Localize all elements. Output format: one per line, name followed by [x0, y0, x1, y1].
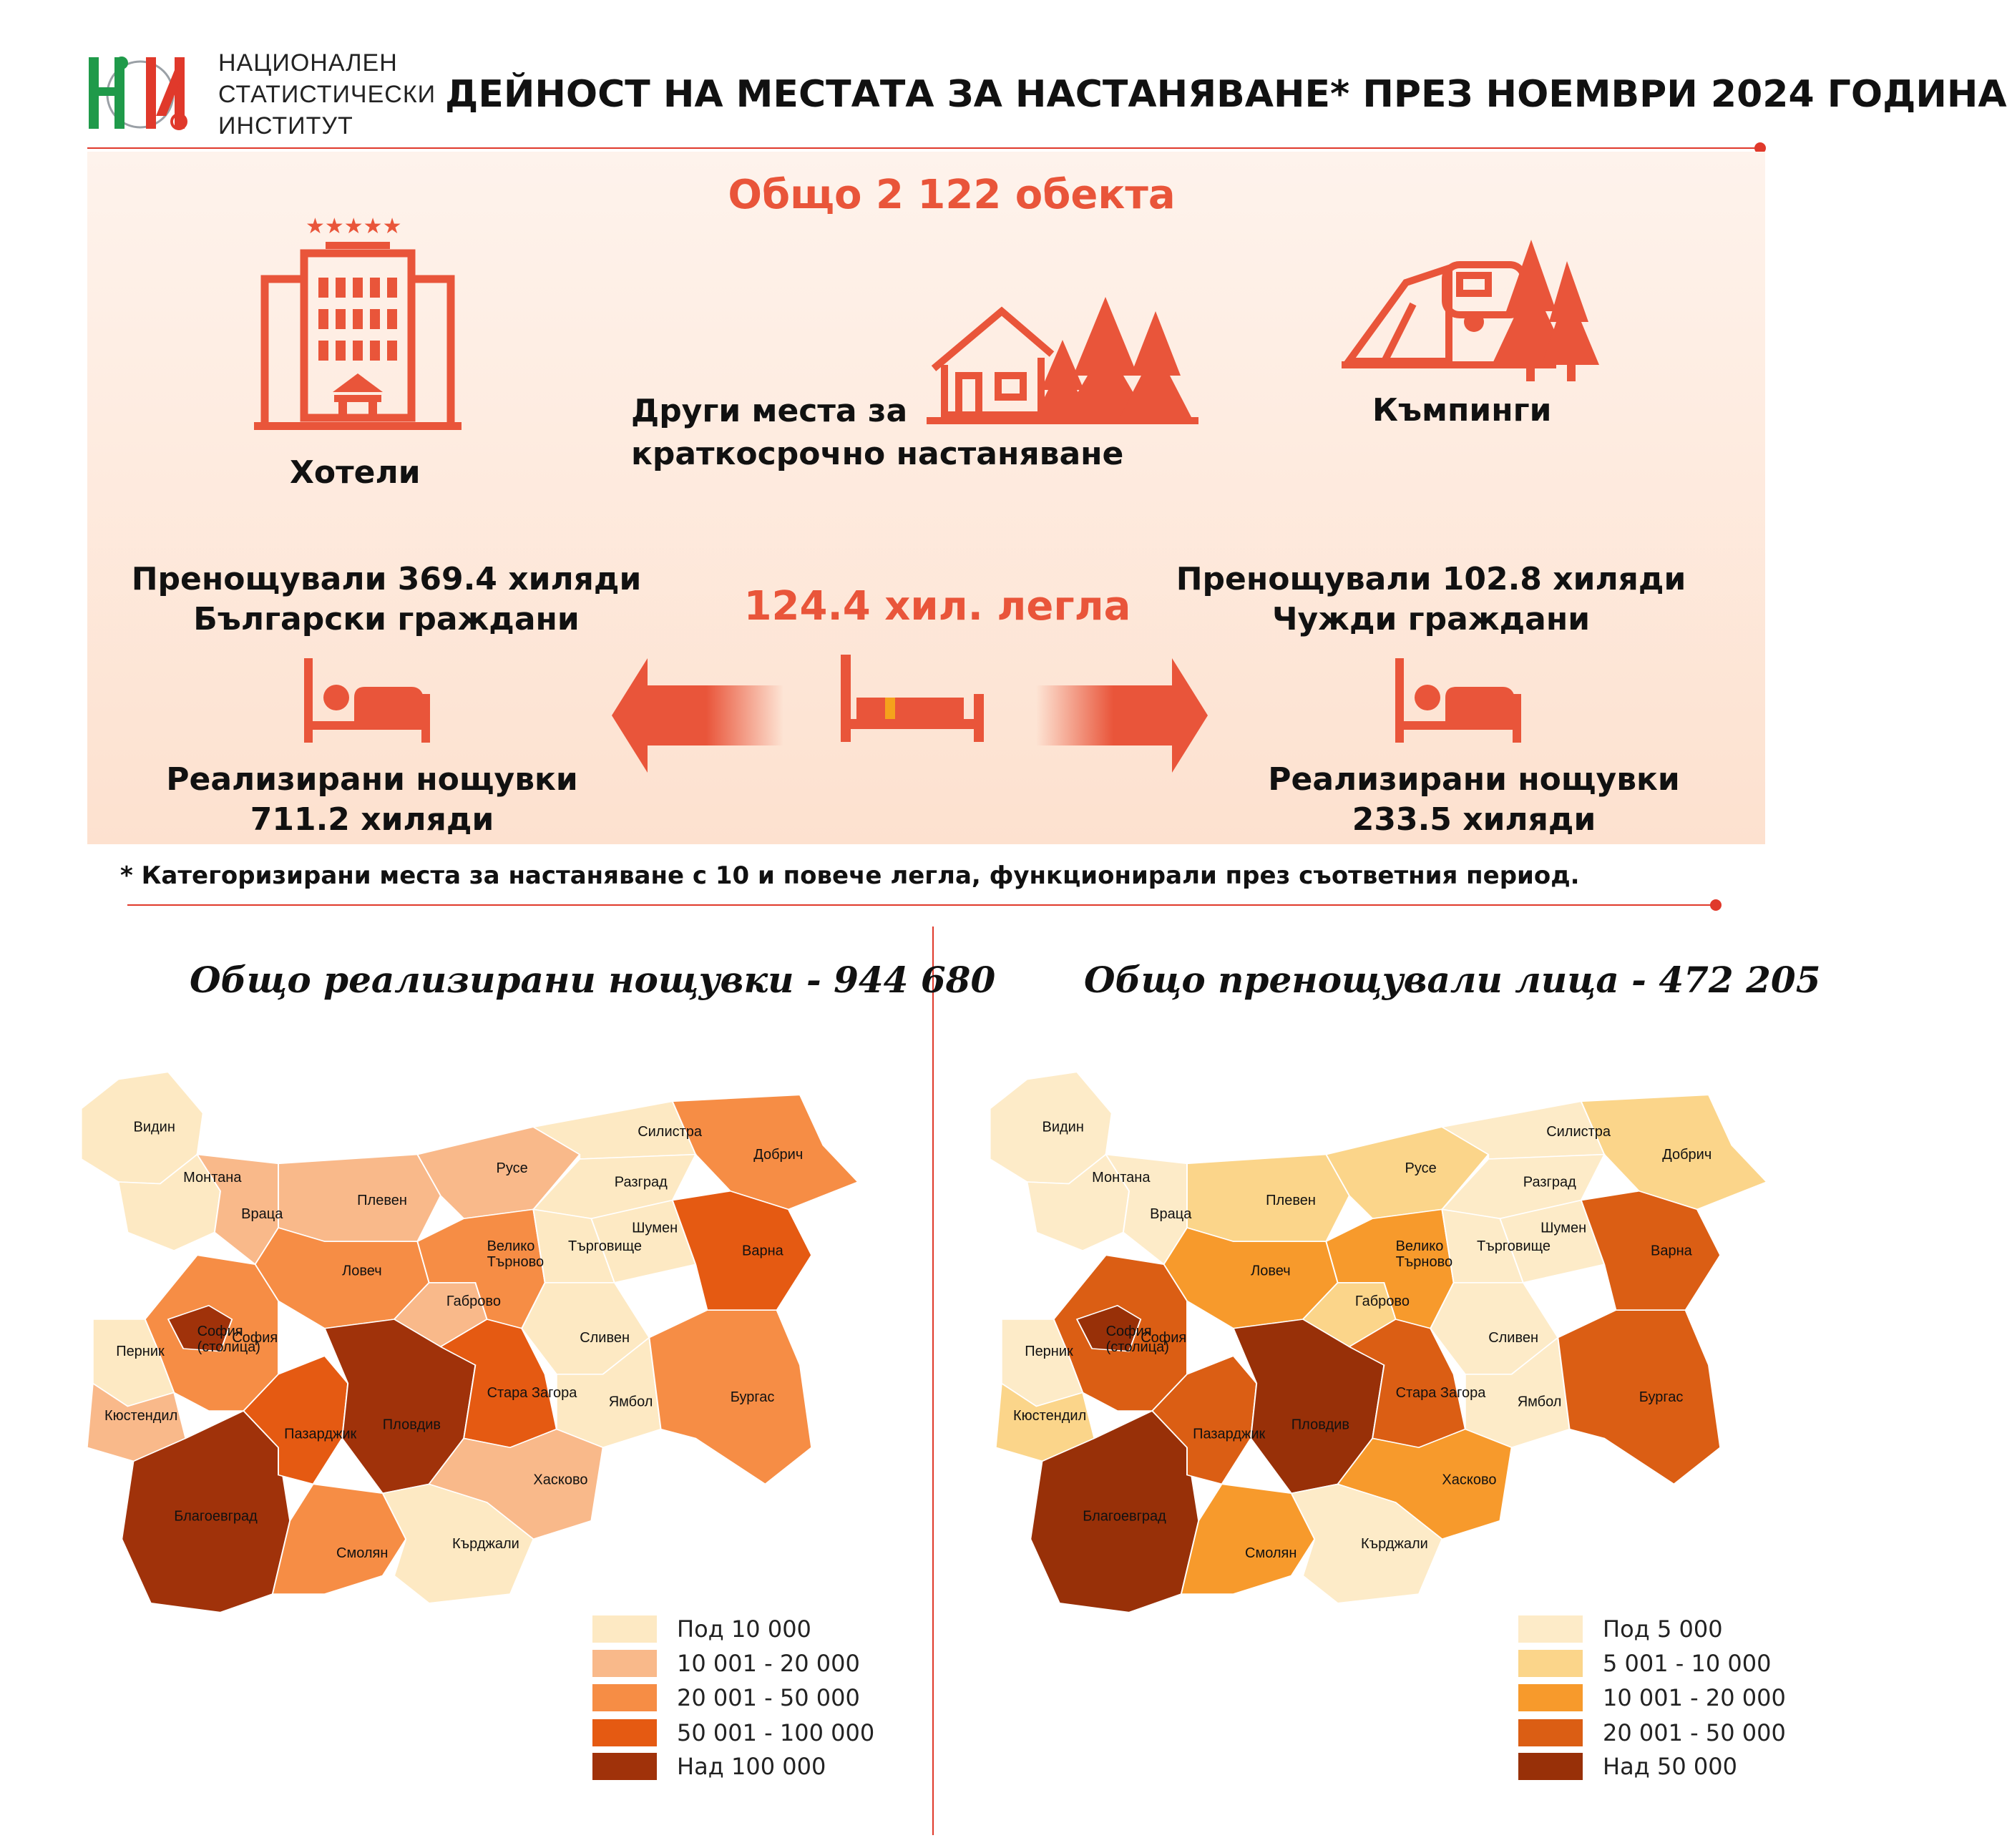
region-label: Габрово — [1354, 1293, 1410, 1309]
region-label: Перник — [1025, 1344, 1073, 1360]
foreign-line-2: Чужди граждани — [1271, 601, 1591, 637]
region-label: Силистра — [1546, 1124, 1611, 1140]
region-label: Сливен — [1488, 1330, 1539, 1346]
region-label: Русе — [496, 1160, 528, 1177]
region-label: Сливен — [580, 1330, 630, 1346]
other-places-line-2: краткосрочно настаняване — [631, 436, 1124, 472]
region-label: Силистра — [638, 1124, 703, 1140]
bed-icon-right — [1395, 658, 1524, 747]
legend-swatch — [592, 1684, 657, 1711]
nsi-logo — [84, 50, 199, 136]
map-title-guests: Общо пренощували лица - 472 205 — [1084, 959, 1821, 1001]
legend-swatch — [592, 1719, 657, 1746]
arrow-left-icon — [612, 658, 783, 776]
hotel-icon — [254, 215, 462, 432]
region-label: София — [232, 1330, 278, 1346]
region-label: Габрово — [446, 1293, 501, 1309]
region-label: Ловеч — [342, 1263, 382, 1279]
page-title: ДЕЙНОСТ НА МЕСТАТА ЗА НАСТАНЯВАНЕ* ПРЕЗ НОЕМВРИ 2024 ГОДИНА — [445, 73, 2007, 116]
logo-line-1: НАЦИОНАЛЕН — [218, 49, 398, 77]
legend-label: Над 100 000 — [677, 1753, 826, 1780]
camping-icon — [1342, 225, 1599, 386]
region-label: Монтана — [1092, 1170, 1151, 1185]
nights-bulgarian — [114, 760, 630, 840]
legend-label: Над 50 000 — [1603, 1753, 1737, 1780]
region-label: Добрич — [1662, 1147, 1712, 1163]
arrow-right-icon — [1036, 658, 1208, 776]
map-guests — [952, 1045, 1796, 1617]
header-rule — [87, 147, 1760, 149]
other-places-line-1: Други места за — [631, 393, 908, 429]
region-label: София — [197, 1324, 243, 1340]
region-label: Кюстендил — [104, 1407, 178, 1424]
region-label: Шумен — [632, 1220, 678, 1236]
region-label: Кърджали — [452, 1536, 519, 1552]
legend-label: Под 5 000 — [1603, 1615, 1723, 1643]
region-label: Велико — [487, 1238, 535, 1254]
region-label: Варна — [742, 1243, 783, 1259]
total-objects: Общо 2 122 обекта — [728, 172, 1176, 218]
region-label: Варна — [1651, 1243, 1692, 1259]
region-label: Видин — [1042, 1119, 1084, 1135]
region-label: Пловдив — [382, 1417, 441, 1433]
nights-foreign-value: 233.5 — [1352, 801, 1452, 838]
footnote-rule — [127, 904, 1714, 906]
region-label: София — [1105, 1324, 1152, 1340]
region-label: Бургас — [730, 1389, 775, 1406]
legend-swatch — [1518, 1615, 1583, 1643]
region-label: Разград — [1523, 1174, 1576, 1191]
legend-label: Под 10 000 — [677, 1615, 811, 1643]
region-label: Хасково — [533, 1472, 588, 1488]
map-nights — [43, 1045, 887, 1617]
region-label: Перник — [116, 1344, 165, 1360]
legend-label: 5 001 - 10 000 — [1603, 1650, 1772, 1677]
region-label: Шумен — [1540, 1220, 1587, 1236]
region-label: Благоевград — [174, 1508, 258, 1525]
region-label: Велико — [1395, 1238, 1444, 1254]
region-label: Бургас — [1639, 1389, 1684, 1406]
campings-label: Къмпинги — [1372, 392, 1552, 429]
nights-foreign-suffix: хиляди — [1451, 801, 1596, 838]
bulgarian-value: 369.4 — [397, 561, 497, 597]
region-label: Плевен — [357, 1193, 407, 1208]
region-label: Търговище — [568, 1238, 642, 1254]
other-places-label — [631, 390, 1123, 476]
region-label: Видин — [133, 1119, 175, 1135]
foreign-value: 102.8 — [1442, 561, 1542, 597]
region-label: Хасково — [1442, 1472, 1497, 1488]
legend-swatch — [1518, 1650, 1583, 1677]
region-label: Стара Загора — [487, 1384, 577, 1401]
region-label: Ямбол — [1517, 1394, 1562, 1410]
region-label: Ямбол — [608, 1394, 653, 1410]
legend-swatch — [592, 1753, 657, 1780]
beds-total: 124.4 хил. легла — [743, 583, 1131, 630]
region-label: Монтана — [183, 1170, 242, 1185]
legend-swatch — [592, 1650, 657, 1677]
nights-bg-suffix: хиляди — [349, 801, 494, 838]
legend-swatch — [1518, 1753, 1583, 1780]
region-label: (столица) — [197, 1339, 260, 1356]
region-label: Смолян — [1245, 1545, 1297, 1561]
footnote-rule-dot — [1710, 899, 1722, 911]
logo-line-2: СТАТИСТИЧЕСКИ — [218, 81, 436, 108]
legend-swatch — [1518, 1719, 1583, 1746]
region-label: Смолян — [336, 1545, 389, 1561]
region-label: Враца — [241, 1206, 283, 1223]
logo-line-3: ИНСТИТУТ — [218, 112, 353, 140]
region-label: София — [1141, 1330, 1187, 1346]
nights-bg-line-1: Реализирани нощувки — [166, 761, 578, 798]
foreign-prefix: Пренощували — [1176, 561, 1442, 597]
bed-icon-center — [841, 655, 984, 747]
region-label: Пазарджик — [1193, 1426, 1266, 1442]
hotels-label: Хотели — [290, 454, 421, 491]
svg-text:★★★★★: ★★★★★ — [306, 214, 402, 239]
bed-icon-left — [304, 658, 433, 747]
bulgarian-guests — [129, 559, 644, 640]
region-label: Благоевград — [1083, 1508, 1166, 1525]
legend-nights — [592, 1615, 893, 1787]
legend-label: 50 001 - 100 000 — [677, 1719, 875, 1746]
region-label: Русе — [1405, 1160, 1437, 1177]
nights-foreign-line-1: Реализирани нощувки — [1268, 761, 1680, 798]
bulgarian-prefix: Пренощували — [131, 561, 398, 597]
foreign-guests — [1173, 559, 1689, 640]
region-label: Плевен — [1266, 1193, 1316, 1208]
legend-label: 20 001 - 50 000 — [1603, 1719, 1786, 1746]
region-label: Добрич — [753, 1147, 804, 1163]
maps-divider — [932, 927, 934, 1835]
nights-bg-value: 711.2 — [250, 801, 350, 838]
region-label: Враца — [1150, 1206, 1192, 1223]
legend-label: 20 001 - 50 000 — [677, 1684, 860, 1711]
map-title-nights: Общо реализирани нощувки - 944 680 — [190, 959, 996, 1001]
bulgarian-line-2: Български граждани — [193, 601, 580, 637]
region-label: Търново — [487, 1254, 545, 1270]
region-label: Ловеч — [1251, 1263, 1291, 1279]
nights-foreign — [1216, 760, 1732, 840]
legend-guests — [1518, 1615, 1819, 1787]
footnote: * Категоризирани места за настаняване с 10 и повече легла, функционирали през съответния период. — [120, 861, 1580, 890]
region-label: Пловдив — [1291, 1417, 1350, 1433]
region-label: (столица) — [1105, 1339, 1169, 1356]
region-label: Търговище — [1477, 1238, 1551, 1254]
legend-swatch — [592, 1615, 657, 1643]
region-label: Стара Загора — [1395, 1384, 1486, 1401]
legend-label: 10 001 - 20 000 — [677, 1650, 860, 1677]
logo-text — [218, 47, 436, 142]
region-label: Кърджали — [1361, 1536, 1428, 1552]
region-label: Пазарджик — [284, 1426, 357, 1442]
legend-swatch — [1518, 1684, 1583, 1711]
bulgarian-suffix: хиляди — [497, 561, 642, 597]
region-label: Разград — [614, 1174, 668, 1191]
legend-label: 10 001 - 20 000 — [1603, 1684, 1786, 1711]
region-label: Търново — [1395, 1254, 1453, 1270]
region-label: Кюстендил — [1013, 1407, 1087, 1424]
foreign-suffix: хиляди — [1541, 561, 1686, 597]
